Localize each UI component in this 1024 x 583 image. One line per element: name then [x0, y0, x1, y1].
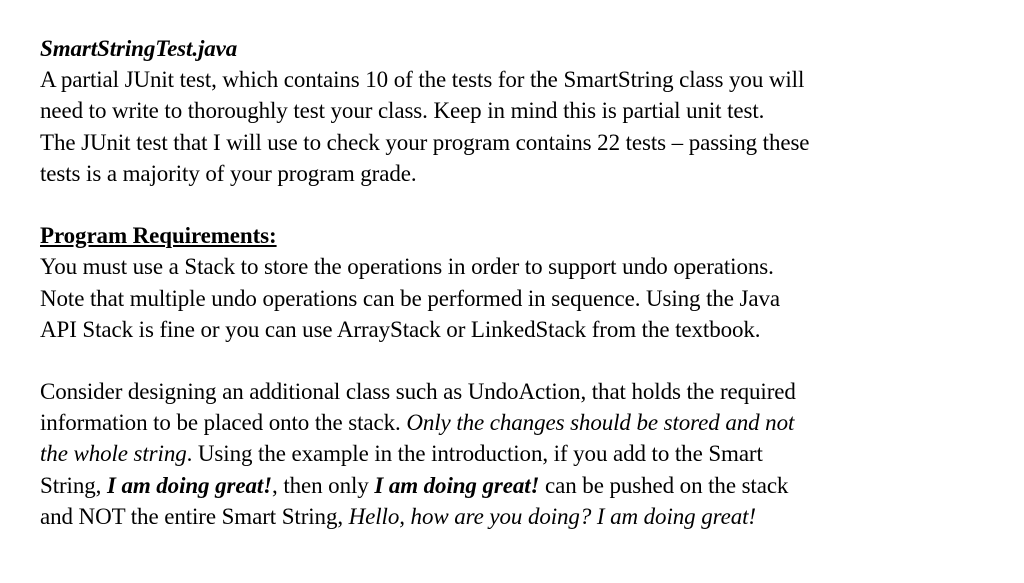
design-line-3-text: . Using the example in the introduction, if you add to the Smart	[186, 441, 763, 467]
design-line-3	[40, 438, 1015, 469]
description-line-3: The JUnit test that I will use to check your program contains 22 tests – passing these	[40, 129, 810, 155]
design-line-2	[40, 407, 1015, 438]
design-line-4-text-c: can be pushed on the stack	[539, 472, 789, 498]
design-line-4-text-a: String,	[40, 472, 107, 498]
file-name-heading: SmartStringTest.java	[40, 36, 238, 61]
design-line-5-example: Hello, how are you doing? I am doing great!	[348, 503, 756, 529]
design-line-2-text: information to be placed onto the stack.	[40, 410, 407, 436]
requirements-line-3: API Stack is fine or you can use ArrayStack or LinkedStack from the textbook.	[40, 316, 761, 342]
description-line-2: need to write to thoroughly test your class. Keep in mind this is partial unit test.	[40, 98, 765, 124]
design-line-3-emphasis: the whole string	[40, 441, 187, 467]
design-line-4-example-b: I am doing great!	[374, 472, 540, 498]
design-line-5	[40, 501, 1015, 532]
design-line-4-example-a: I am doing great!	[106, 472, 273, 498]
requirements-heading: Program Requirements:	[40, 223, 277, 249]
design-line-4-text-b: , then only	[272, 472, 375, 498]
description-line-1: A partial JUnit test, which contains 10 of the tests for the SmartString class you will	[40, 67, 805, 93]
design-line-4	[40, 470, 1015, 501]
design-line-1: Consider designing an additional class such as UndoAction, that holds the required	[40, 379, 796, 405]
design-line-2-emphasis: Only the changes should be stored and not	[406, 410, 795, 436]
description-line-4: tests is a majority of your program grade.	[40, 160, 417, 186]
document-body	[40, 33, 1015, 532]
requirements-line-2: Note that multiple undo operations can be performed in sequence. Using the Java	[40, 285, 781, 311]
paragraph-gap	[40, 189, 1015, 220]
design-line-5-text: and NOT the entire Smart String,	[40, 503, 349, 529]
paragraph-gap	[40, 345, 1015, 376]
requirements-line-1: You must use a Stack to store the operations in order to support undo operations.	[40, 254, 774, 280]
